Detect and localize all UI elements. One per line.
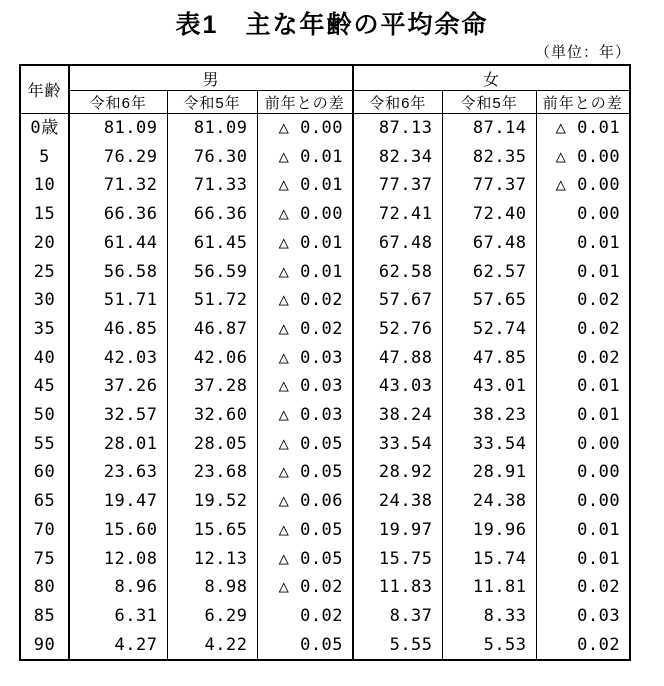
age: 80 bbox=[20, 573, 69, 602]
table-row bbox=[20, 631, 630, 661]
male-diff-value: △ 0.03 bbox=[257, 372, 353, 401]
male-reiwa5-value: 15.65 bbox=[167, 516, 257, 545]
female-diff-value: 0.01 bbox=[536, 258, 630, 287]
male-diff-value: △ 0.03 bbox=[257, 344, 353, 373]
female-reiwa6-value: 62.58 bbox=[353, 258, 442, 287]
female-reiwa6-value: 77.37 bbox=[353, 171, 442, 200]
table-row bbox=[20, 516, 630, 545]
male-diff-value: △ 0.00 bbox=[257, 200, 353, 229]
male-diff-value: △ 0.01 bbox=[257, 143, 353, 172]
female-reiwa6-value: 24.38 bbox=[353, 487, 442, 516]
female-reiwa5-value: 52.74 bbox=[442, 315, 536, 344]
age: 60 bbox=[20, 458, 69, 487]
female-reiwa6-value: 19.97 bbox=[353, 516, 442, 545]
age: 30 bbox=[20, 286, 69, 315]
female-diff-value: 0.02 bbox=[536, 286, 630, 315]
female-diff-value: △ 0.00 bbox=[536, 143, 630, 172]
male-reiwa6-value: 61.44 bbox=[69, 229, 167, 258]
female-reiwa6-value: 52.76 bbox=[353, 315, 442, 344]
col-group-male: 男 bbox=[69, 65, 353, 91]
table-row bbox=[20, 286, 630, 315]
col-header-male-reiwa5: 令和5年 bbox=[167, 91, 257, 114]
female-diff-value: 0.00 bbox=[536, 487, 630, 516]
female-reiwa5-value: 77.37 bbox=[442, 171, 536, 200]
col-header-female-diff: 前年との差 bbox=[536, 91, 630, 114]
female-diff-value: 0.00 bbox=[536, 430, 630, 459]
col-header-age: 年齢 bbox=[20, 65, 69, 114]
male-reiwa5-value: 32.60 bbox=[167, 401, 257, 430]
female-reiwa6-value: 67.48 bbox=[353, 229, 442, 258]
female-reiwa6-value: 47.88 bbox=[353, 344, 442, 373]
table-row bbox=[20, 171, 630, 200]
age: 40 bbox=[20, 344, 69, 373]
female-diff-value: 0.01 bbox=[536, 229, 630, 258]
female-reiwa6-value: 11.83 bbox=[353, 573, 442, 602]
female-reiwa5-value: 24.38 bbox=[442, 487, 536, 516]
male-reiwa6-value: 15.60 bbox=[69, 516, 167, 545]
sub-header-row bbox=[20, 91, 630, 114]
female-reiwa6-value: 72.41 bbox=[353, 200, 442, 229]
age: 55 bbox=[20, 430, 69, 459]
male-diff-value: 0.02 bbox=[257, 602, 353, 631]
male-diff-value: △ 0.01 bbox=[257, 171, 353, 200]
female-reiwa6-value: 87.13 bbox=[353, 114, 442, 143]
male-reiwa6-value: 32.57 bbox=[69, 401, 167, 430]
female-diff-value: △ 0.01 bbox=[536, 114, 630, 143]
female-reiwa6-value: 57.67 bbox=[353, 286, 442, 315]
col-header-male-diff: 前年との差 bbox=[257, 91, 353, 114]
male-reiwa6-value: 37.26 bbox=[69, 372, 167, 401]
male-diff-value: △ 0.05 bbox=[257, 430, 353, 459]
female-reiwa5-value: 47.85 bbox=[442, 344, 536, 373]
male-reiwa5-value: 6.29 bbox=[167, 602, 257, 631]
female-reiwa6-value: 82.34 bbox=[353, 143, 442, 172]
page-title: 表1 主な年齢の平均余命 bbox=[175, 11, 489, 39]
male-reiwa5-value: 4.22 bbox=[167, 631, 257, 661]
col-header-female-reiwa6: 令和6年 bbox=[353, 91, 442, 114]
age: 50 bbox=[20, 401, 69, 430]
age: 0歳 bbox=[20, 114, 69, 143]
age: 15 bbox=[20, 200, 69, 229]
male-reiwa5-value: 12.13 bbox=[167, 545, 257, 574]
male-reiwa5-value: 28.05 bbox=[167, 430, 257, 459]
male-reiwa6-value: 46.85 bbox=[69, 315, 167, 344]
male-reiwa6-value: 28.01 bbox=[69, 430, 167, 459]
female-diff-value: 0.02 bbox=[536, 344, 630, 373]
unit-label: （単位：年） bbox=[534, 44, 631, 61]
col-header-female-reiwa5: 令和5年 bbox=[442, 91, 536, 114]
female-reiwa5-value: 62.57 bbox=[442, 258, 536, 287]
table-row bbox=[20, 114, 630, 143]
female-reiwa5-value: 5.53 bbox=[442, 631, 536, 661]
table-row bbox=[20, 602, 630, 631]
male-diff-value: △ 0.03 bbox=[257, 401, 353, 430]
male-diff-value: △ 0.02 bbox=[257, 573, 353, 602]
table-row bbox=[20, 401, 630, 430]
table-row bbox=[20, 545, 630, 574]
male-diff-value: △ 0.05 bbox=[257, 458, 353, 487]
male-diff-value: △ 0.00 bbox=[257, 114, 353, 143]
female-diff-value: 0.01 bbox=[536, 516, 630, 545]
age: 90 bbox=[20, 631, 69, 661]
male-reiwa6-value: 56.58 bbox=[69, 258, 167, 287]
female-diff-value: 0.00 bbox=[536, 200, 630, 229]
col-group-female: 女 bbox=[353, 65, 630, 91]
table-row bbox=[20, 372, 630, 401]
age: 70 bbox=[20, 516, 69, 545]
female-diff-value: 0.02 bbox=[536, 631, 630, 661]
male-reiwa6-value: 76.29 bbox=[69, 143, 167, 172]
female-reiwa5-value: 15.74 bbox=[442, 545, 536, 574]
male-reiwa5-value: 19.52 bbox=[167, 487, 257, 516]
male-reiwa5-value: 37.28 bbox=[167, 372, 257, 401]
male-reiwa5-value: 71.33 bbox=[167, 171, 257, 200]
male-diff-value: △ 0.06 bbox=[257, 487, 353, 516]
female-reiwa5-value: 72.40 bbox=[442, 200, 536, 229]
female-reiwa6-value: 8.37 bbox=[353, 602, 442, 631]
age: 10 bbox=[20, 171, 69, 200]
table-row bbox=[20, 573, 630, 602]
male-reiwa5-value: 51.72 bbox=[167, 286, 257, 315]
male-reiwa6-value: 66.36 bbox=[69, 200, 167, 229]
table-body bbox=[20, 114, 630, 661]
male-reiwa6-value: 23.63 bbox=[69, 458, 167, 487]
age: 35 bbox=[20, 315, 69, 344]
female-reiwa6-value: 43.03 bbox=[353, 372, 442, 401]
male-reiwa6-value: 51.71 bbox=[69, 286, 167, 315]
age: 20 bbox=[20, 229, 69, 258]
female-reiwa6-value: 38.24 bbox=[353, 401, 442, 430]
age: 65 bbox=[20, 487, 69, 516]
age: 25 bbox=[20, 258, 69, 287]
female-reiwa5-value: 87.14 bbox=[442, 114, 536, 143]
table-row bbox=[20, 344, 630, 373]
male-diff-value: △ 0.05 bbox=[257, 516, 353, 545]
female-reiwa6-value: 28.92 bbox=[353, 458, 442, 487]
table-row bbox=[20, 143, 630, 172]
male-reiwa5-value: 61.45 bbox=[167, 229, 257, 258]
female-diff-value: 0.02 bbox=[536, 573, 630, 602]
male-reiwa5-value: 66.36 bbox=[167, 200, 257, 229]
female-diff-value: 0.03 bbox=[536, 602, 630, 631]
male-reiwa6-value: 8.96 bbox=[69, 573, 167, 602]
age: 85 bbox=[20, 602, 69, 631]
female-diff-value: 0.01 bbox=[536, 545, 630, 574]
female-reiwa5-value: 11.81 bbox=[442, 573, 536, 602]
table-row bbox=[20, 229, 630, 258]
male-reiwa6-value: 12.08 bbox=[69, 545, 167, 574]
female-reiwa5-value: 38.23 bbox=[442, 401, 536, 430]
male-diff-value: △ 0.05 bbox=[257, 545, 353, 574]
female-reiwa5-value: 82.35 bbox=[442, 143, 536, 172]
table-row bbox=[20, 458, 630, 487]
table-row bbox=[20, 258, 630, 287]
female-reiwa5-value: 43.01 bbox=[442, 372, 536, 401]
female-reiwa5-value: 19.96 bbox=[442, 516, 536, 545]
female-reiwa5-value: 28.91 bbox=[442, 458, 536, 487]
age: 75 bbox=[20, 545, 69, 574]
age: 45 bbox=[20, 372, 69, 401]
male-reiwa5-value: 8.98 bbox=[167, 573, 257, 602]
female-diff-value: 0.01 bbox=[536, 401, 630, 430]
col-header-male-reiwa6: 令和6年 bbox=[69, 91, 167, 114]
male-reiwa5-value: 81.09 bbox=[167, 114, 257, 143]
female-reiwa5-value: 33.54 bbox=[442, 430, 536, 459]
female-reiwa5-value: 67.48 bbox=[442, 229, 536, 258]
age: 5 bbox=[20, 143, 69, 172]
female-reiwa5-value: 57.65 bbox=[442, 286, 536, 315]
male-reiwa6-value: 4.27 bbox=[69, 631, 167, 661]
male-diff-value: △ 0.02 bbox=[257, 286, 353, 315]
male-reiwa5-value: 56.59 bbox=[167, 258, 257, 287]
male-reiwa5-value: 42.06 bbox=[167, 344, 257, 373]
table-row bbox=[20, 487, 630, 516]
male-diff-value: △ 0.01 bbox=[257, 258, 353, 287]
life-expectancy-table bbox=[19, 64, 631, 661]
male-reiwa5-value: 46.87 bbox=[167, 315, 257, 344]
male-reiwa6-value: 42.03 bbox=[69, 344, 167, 373]
female-diff-value: 0.01 bbox=[536, 372, 630, 401]
male-diff-value: △ 0.01 bbox=[257, 229, 353, 258]
male-diff-value: △ 0.02 bbox=[257, 315, 353, 344]
female-reiwa5-value: 8.33 bbox=[442, 602, 536, 631]
female-diff-value: △ 0.00 bbox=[536, 171, 630, 200]
table-row bbox=[20, 430, 630, 459]
male-reiwa6-value: 19.47 bbox=[69, 487, 167, 516]
male-reiwa6-value: 71.32 bbox=[69, 171, 167, 200]
male-reiwa6-value: 81.09 bbox=[69, 114, 167, 143]
female-reiwa6-value: 5.55 bbox=[353, 631, 442, 661]
female-diff-value: 0.02 bbox=[536, 315, 630, 344]
male-diff-value: 0.05 bbox=[257, 631, 353, 661]
table-row bbox=[20, 200, 630, 229]
female-reiwa6-value: 33.54 bbox=[353, 430, 442, 459]
female-reiwa6-value: 15.75 bbox=[353, 545, 442, 574]
female-diff-value: 0.00 bbox=[536, 458, 630, 487]
male-reiwa5-value: 23.68 bbox=[167, 458, 257, 487]
table-row bbox=[20, 315, 630, 344]
group-header-row bbox=[20, 65, 630, 91]
male-reiwa5-value: 76.30 bbox=[167, 143, 257, 172]
male-reiwa6-value: 6.31 bbox=[69, 602, 167, 631]
